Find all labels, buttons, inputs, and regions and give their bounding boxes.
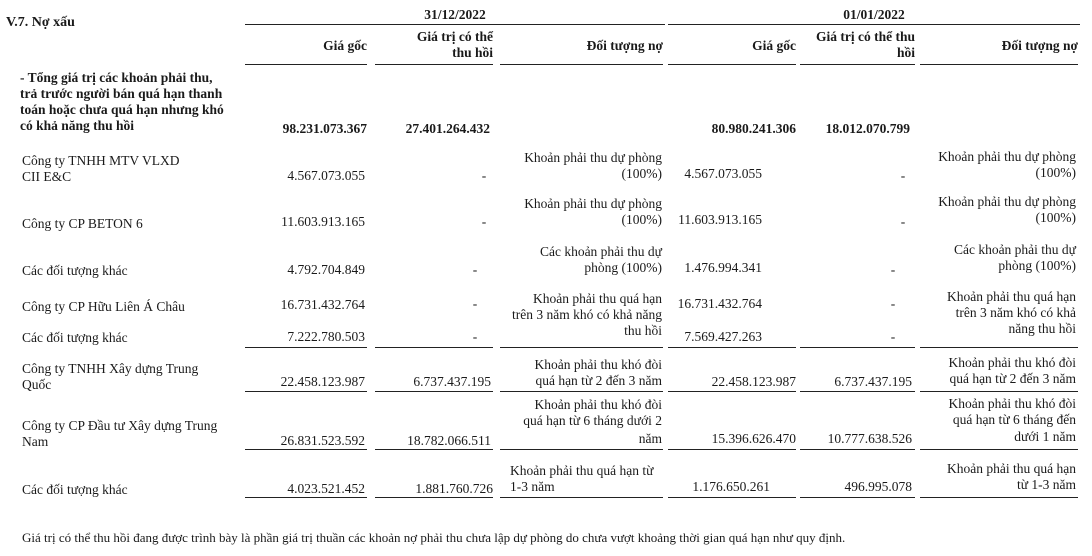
group-note-2022: thu hồi — [624, 323, 662, 338]
row-note-2021: quá hạn từ 2 đến 3 năm — [949, 371, 1076, 386]
hline — [375, 347, 493, 348]
hline — [245, 64, 367, 65]
group-note-2021: năng thu hồi — [1008, 321, 1076, 336]
row-note-2022: quá hạn từ 6 tháng dưới 2 — [523, 413, 662, 428]
date-header-2021: 01/01/2022 — [843, 7, 905, 22]
row-note-2022: Khoản phải thu khó đòi — [534, 357, 662, 372]
total-label-l1: - Tổng giá trị các khoản phải thu, — [20, 70, 213, 85]
row-note-2022: Khoản phải thu dự phòng — [524, 196, 662, 211]
hline — [245, 497, 367, 498]
row-note-2022: 1-3 năm — [510, 479, 555, 494]
row-rec-2022: - — [481, 168, 487, 183]
row-note-2022: Khoản phải thu khó đòi — [534, 397, 662, 412]
hline — [375, 391, 493, 392]
row-cost-2021: 15.396.626.470 — [711, 431, 796, 446]
footnote: Giá trị có thể thu hồi đang được trình bày là phần giá trị thuần các khoản nợ phải thu chưa lập dự phòng do chưa vượt khoảng thời gian quá hạn như quy định. — [22, 530, 846, 545]
hline — [500, 497, 663, 498]
row-note-2021: (100%) — [1035, 210, 1076, 225]
row-rec-2021: - — [890, 329, 896, 344]
group-note-2022: Khoản phải thu quá hạn — [533, 291, 662, 306]
row-note-2021: Khoản phải thu dự phòng — [938, 194, 1076, 209]
row-note-2021: quá hạn từ 6 tháng đến — [952, 412, 1076, 427]
row-rec-2021: - — [900, 168, 906, 183]
row-cost-2022: 4.023.521.452 — [287, 481, 365, 496]
hline — [800, 497, 915, 498]
total-label-l2: trả trước người bán quá hạn thanh — [20, 86, 223, 101]
row-cost-2022: 7.222.780.503 — [287, 329, 365, 344]
hline — [668, 347, 796, 348]
total-recoverable-2021: 18.012.070.799 — [825, 121, 910, 136]
row-name: Các đối tượng khác — [22, 330, 128, 345]
col-header-recoverable-2021-l1: Giá trị có thể thu — [816, 29, 915, 44]
row-rec-2021: - — [900, 214, 906, 229]
row-note-2021: Khoản phải thu khó đòi — [948, 396, 1076, 411]
hline — [800, 64, 915, 65]
row-cost-2021: 7.569.427.263 — [684, 329, 762, 344]
row-rec-2022: - — [472, 329, 478, 344]
total-recoverable-2022: 27.401.264.432 — [405, 121, 490, 136]
hline — [500, 64, 663, 65]
row-note-2022: Các khoản phải thu dự — [539, 244, 662, 259]
row-note-2021: Khoản phải thu quá hạn — [947, 461, 1076, 476]
hline — [668, 64, 796, 65]
row-rec-2022: - — [472, 262, 478, 277]
hline — [245, 347, 367, 348]
row-note-2022: năm — [638, 431, 662, 446]
row-rec-2021: 496.995.078 — [844, 479, 912, 494]
row-note-2021: Khoản phải thu khó đòi — [948, 355, 1076, 370]
row-rec-2021: 10.777.638.526 — [827, 431, 912, 446]
row-rec-2022: - — [481, 214, 487, 229]
group-note-2022: trên 3 năm khó có khả năng — [512, 307, 662, 322]
row-name: Công ty CP Hữu Liên Á Châu — [22, 299, 185, 314]
col-header-recoverable-2022-l2: thu hồi — [452, 45, 493, 60]
row-rec-2021: - — [890, 262, 896, 277]
row-name: CII E&C — [22, 169, 72, 184]
row-name: Nam — [22, 434, 49, 449]
group-note-2021: Khoản phải thu quá hạn — [947, 289, 1076, 304]
row-rec-2021: 6.737.437.195 — [834, 374, 912, 389]
total-label-l3: toán hoặc chưa quá hạn nhưng khó — [20, 102, 224, 117]
row-name: Quốc — [22, 377, 52, 392]
row-note-2021: dưới 1 năm — [1014, 429, 1076, 444]
hline — [375, 497, 493, 498]
hline — [800, 391, 915, 392]
row-cost-2021: 4.567.073.055 — [684, 166, 762, 181]
hline — [668, 497, 796, 498]
row-cost-2021: 11.603.913.165 — [678, 212, 762, 227]
date-header-2022: 31/12/2022 — [424, 7, 486, 22]
row-note-2022: (100%) — [621, 212, 662, 227]
row-note-2022: Khoản phải thu quá hạn từ — [510, 463, 654, 478]
row-note-2022: phòng (100%) — [584, 260, 662, 275]
row-cost-2022: 22.458.123.987 — [280, 374, 365, 389]
hline — [245, 449, 367, 450]
row-name: Công ty TNHH Xây dựng Trung — [22, 361, 199, 376]
hline — [920, 449, 1078, 450]
hline — [500, 449, 663, 450]
row-name: Công ty TNHH MTV VLXD — [22, 153, 180, 168]
col-header-debtor-2022: Đối tượng nợ — [586, 38, 663, 53]
header-divider-2021 — [668, 24, 1080, 25]
row-note-2021: Khoản phải thu dự phòng — [938, 149, 1076, 164]
hline — [668, 391, 796, 392]
col-header-recoverable-2022-l1: Giá trị có thể — [416, 29, 493, 44]
row-name: Các đối tượng khác — [22, 482, 128, 497]
row-name: Các đối tượng khác — [22, 263, 128, 278]
row-rec-2022: 18.782.066.511 — [407, 433, 491, 448]
row-rec-2021: - — [890, 296, 896, 311]
hline — [800, 449, 915, 450]
row-note-2021: từ 1-3 năm — [1016, 477, 1076, 492]
row-cost-2021: 16.731.432.764 — [677, 296, 762, 311]
group-note-2021: trên 3 năm khó có khả — [955, 305, 1076, 320]
hline — [500, 347, 663, 348]
hline — [920, 391, 1078, 392]
row-note-2021: Các khoản phải thu dự — [953, 242, 1076, 257]
row-note-2022: quá hạn từ 2 đến 3 năm — [535, 373, 662, 388]
col-header-cost-2021: Giá gốc — [752, 38, 796, 53]
row-note-2022: (100%) — [621, 166, 662, 181]
hline — [920, 347, 1078, 348]
row-note-2022: Khoản phải thu dự phòng — [524, 150, 662, 165]
row-cost-2022: 11.603.913.165 — [281, 214, 365, 229]
row-cost-2021: 1.176.650.261 — [692, 479, 770, 494]
row-name: Công ty CP Đầu tư Xây dựng Trung — [22, 418, 218, 433]
row-cost-2021: 1.476.994.341 — [684, 260, 762, 275]
total-cost-2022: 98.231.073.367 — [282, 121, 367, 136]
row-cost-2021: 22.458.123.987 — [711, 374, 796, 389]
total-cost-2021: 80.980.241.306 — [711, 121, 796, 136]
row-rec-2022: - — [472, 296, 478, 311]
hline — [920, 64, 1078, 65]
hline — [375, 449, 493, 450]
row-cost-2022: 4.792.704.849 — [287, 262, 365, 277]
row-cost-2022: 16.731.432.764 — [280, 297, 365, 312]
header-divider-2022 — [245, 24, 665, 25]
row-cost-2022: 26.831.523.592 — [280, 433, 365, 448]
section-title: V.7. Nợ xấu — [6, 15, 75, 30]
row-rec-2022: 1.881.760.726 — [415, 481, 493, 496]
total-label-l4: có khả năng thu hồi — [20, 118, 135, 133]
row-rec-2022: 6.737.437.195 — [413, 374, 491, 389]
hline — [245, 391, 367, 392]
col-header-debtor-2021: Đối tượng nợ — [1001, 38, 1078, 53]
col-header-cost-2022: Giá gốc — [323, 38, 367, 53]
row-note-2021: phòng (100%) — [998, 258, 1076, 273]
hline — [668, 449, 796, 450]
row-cost-2022: 4.567.073.055 — [287, 168, 365, 183]
row-note-2021: (100%) — [1035, 165, 1076, 180]
hline — [375, 64, 493, 65]
row-name: Công ty CP BETON 6 — [22, 216, 143, 231]
hline — [500, 391, 663, 392]
hline — [920, 497, 1078, 498]
col-header-recoverable-2021-l2: hồi — [896, 45, 915, 60]
hline — [800, 347, 915, 348]
